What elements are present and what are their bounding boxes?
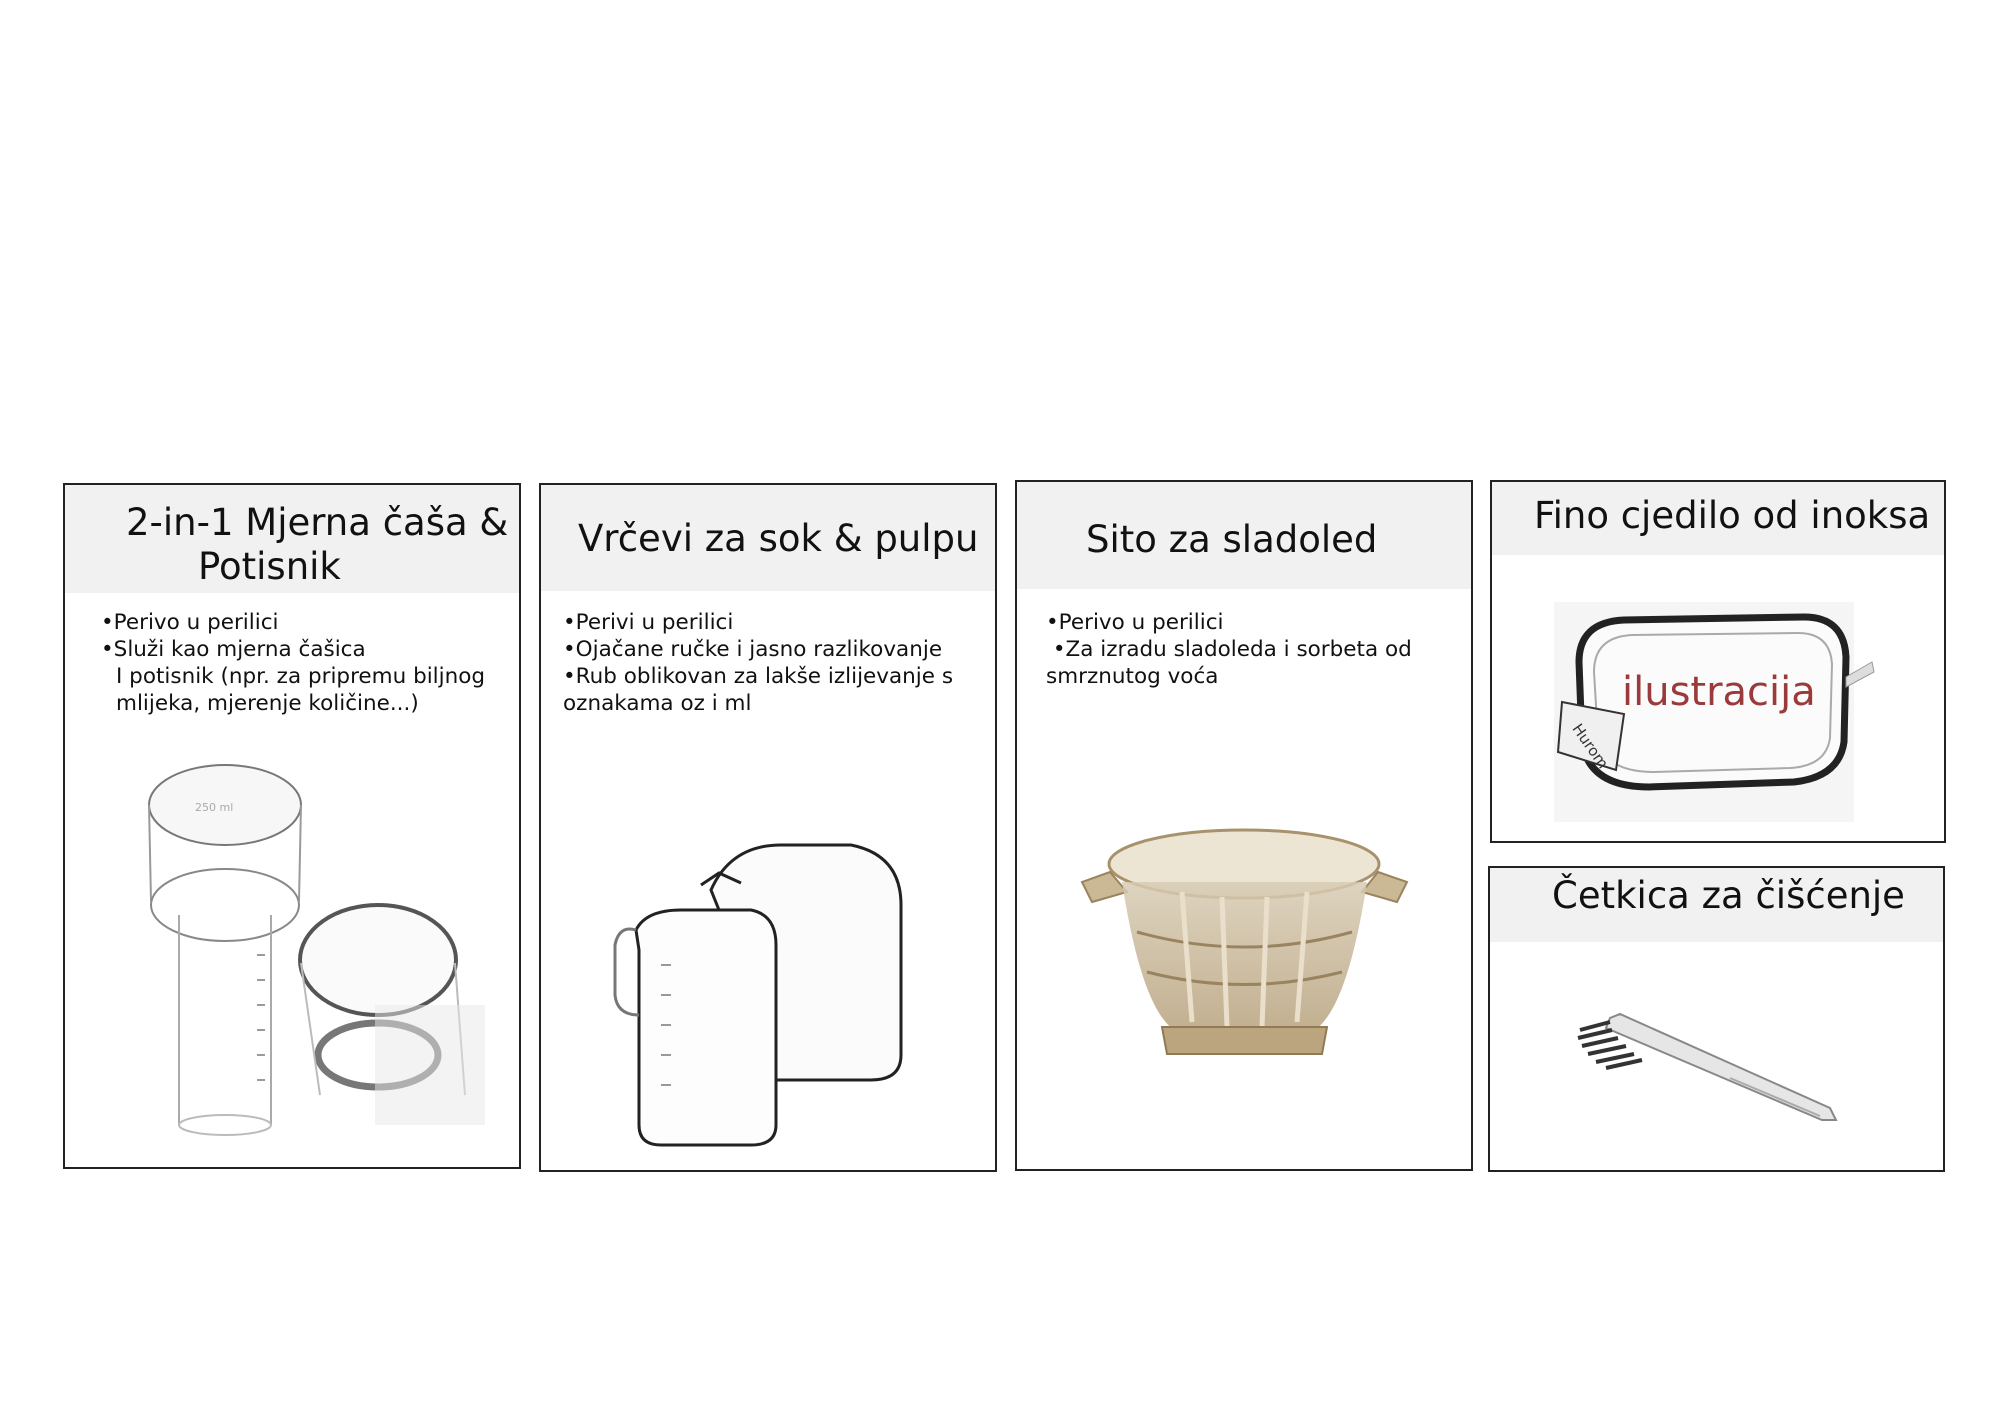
cleaning-brush-image bbox=[1570, 1008, 1840, 1128]
feature-item: oznakama oz i ml bbox=[563, 691, 752, 716]
card-title: Fino cjedilo od inoksa bbox=[1534, 494, 1931, 537]
feature-item: •Rub oblikovan za lakše izlijevanje s bbox=[563, 664, 954, 689]
juice-pulp-jugs-image bbox=[601, 815, 941, 1145]
feature-item: •Ojačane ručke i jasno razlikovanje bbox=[563, 637, 943, 662]
feature-item: •Služi kao mjerna čašica bbox=[101, 637, 366, 662]
feature-list bbox=[101, 609, 485, 717]
feature-list bbox=[563, 609, 953, 717]
brand-label: Hurom bbox=[1568, 720, 1613, 772]
bottom-rule bbox=[117, 1167, 509, 1169]
feature-item: I potisnik (npr. za pripremu biljnog bbox=[116, 664, 486, 689]
card-title-line-1: 2-in-1 Mjerna čaša & bbox=[126, 501, 509, 544]
product-card-jugs bbox=[539, 483, 997, 1172]
svg-text:250 ml: 250 ml bbox=[195, 801, 234, 814]
feature-item: •Za izradu sladoleda i sorbeta od bbox=[1046, 637, 1412, 662]
feature-item: smrznutog voća bbox=[1046, 664, 1219, 689]
card-title: Sito za sladoled bbox=[1086, 518, 1378, 561]
product-card-stainless-strainer bbox=[1490, 480, 1946, 843]
feature-item: •Perivo u perilici bbox=[101, 610, 279, 635]
product-card-ice-cream-strainer bbox=[1015, 480, 1473, 1171]
feature-item: •Perivi u perilici bbox=[563, 610, 734, 635]
stainless-strainer-image bbox=[1554, 602, 1874, 822]
product-card-cleaning-brush bbox=[1488, 866, 1945, 1172]
product-card-measuring-cup bbox=[63, 483, 521, 1169]
feature-item: mlijeka, mjerenje količine...) bbox=[116, 691, 419, 716]
illustration-label: ilustracija bbox=[1622, 669, 1816, 715]
feature-list bbox=[1046, 609, 1412, 690]
ice-cream-strainer-image bbox=[1082, 822, 1407, 1062]
feature-item: •Perivo u perilici bbox=[1046, 610, 1224, 635]
card-title: Vrčevi za sok & pulpu bbox=[578, 517, 979, 560]
card-title: Četkica za čišćenje bbox=[1552, 874, 1905, 917]
card-title-line-2: Potisnik bbox=[198, 545, 341, 588]
measuring-cup-pusher-image bbox=[145, 755, 485, 1135]
